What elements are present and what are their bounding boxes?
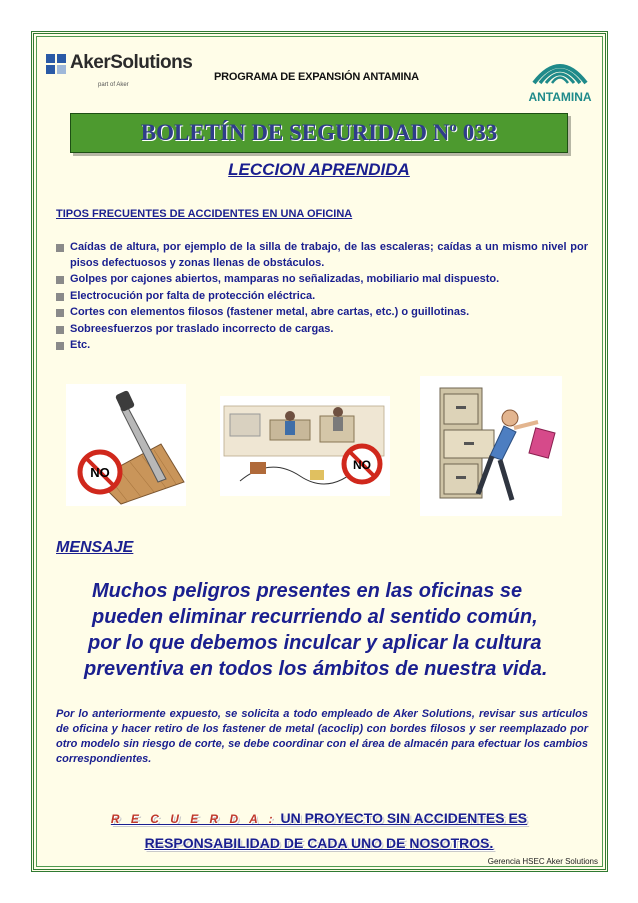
accident-list: [56, 240, 588, 355]
antamina-logo-text: ANTAMINA: [528, 90, 592, 104]
square-bullet-icon: [56, 342, 64, 350]
list-item-text: Sobreesfuerzos por traslado incorrecto de cargas.: [70, 322, 334, 335]
list-item: [56, 338, 588, 354]
footer-credit: Gerencia HSEC Aker Solutions: [487, 857, 598, 866]
remember-message-2: RESPONSABILIDAD DE CADA UNO DE NOSOTROS.: [144, 835, 494, 851]
square-bullet-icon: [56, 244, 64, 252]
bulletin-title: BOLETÍN DE SEGURIDAD Nº 033: [140, 120, 498, 145]
list-item: [56, 272, 588, 288]
accidents-heading: TIPOS FRECUENTES DE ACCIDENTES EN UNA OFICINA: [56, 208, 353, 220]
list-item-text: Golpes por cajones abiertos, mamparas no señalizadas, mobiliario mal dispuesto.: [70, 273, 500, 285]
list-item-text: Cortes con elementos filosos (fastener metal, abre cartas, etc.) o guillotinas.: [70, 306, 470, 318]
square-bullet-icon: [56, 276, 64, 284]
aker-logo-subtitle: part of Aker: [98, 82, 129, 88]
remember-block: [0, 806, 638, 855]
aker-logo-text: AkerSolutions: [70, 52, 193, 73]
square-bullet-icon: [56, 309, 64, 317]
message-body: [84, 578, 594, 682]
remember-line-2: [0, 831, 638, 855]
cluttered-office-no-illustration: [220, 396, 390, 496]
message-heading: MENSAJE: [56, 539, 134, 556]
square-bullet-icon: [56, 326, 64, 334]
program-header: PROGRAMA DE EXPANSIÓN ANTAMINA: [214, 71, 419, 83]
guillotine-no-illustration: [66, 384, 186, 506]
remember-line-1: [0, 806, 638, 831]
message-line: pueden eliminar recurriendo al sentido común,: [92, 606, 538, 628]
list-item: [56, 305, 588, 321]
remember-label: R E C U E R D A :: [110, 812, 277, 826]
list-item-text: Electrocución por falta de protección eléctrica.: [70, 289, 316, 302]
svg-text:NO: NO: [90, 465, 110, 480]
antamina-logo-icon: [524, 47, 596, 107]
message-line: Muchos peligros presentes en las oficinas se: [92, 580, 523, 602]
lesson-title: LECCION APRENDIDA: [228, 160, 410, 179]
request-paragraph: Por lo anteriormente expuesto, se solicita a todo empleado de Aker Solutions, revisar sus artículos de oficina y hacer retiro de los fastener de metal (acoclip) con bordes filosos y ser reemplazado por otro modelo sin riesgo de corte, se debe coordinar con el área de almacén para efectuar los cambios correspondientes.: [56, 708, 588, 765]
message-line: por lo que debemos inculcar y aplicar la cultura: [88, 632, 542, 654]
list-item: [56, 240, 588, 271]
square-bullet-icon: [56, 293, 64, 301]
message-line: preventiva en todos los ámbitos de nuestra vida.: [84, 658, 548, 680]
list-item: [56, 322, 588, 338]
aker-mark-icon: [46, 54, 66, 74]
list-item-text: Etc.: [70, 339, 91, 351]
file-cabinet-accident-illustration: [420, 376, 562, 516]
bulletin-title-box: [70, 113, 568, 153]
remember-message-1: UN PROYECTO SIN ACCIDENTES ES: [280, 810, 528, 826]
svg-text:NO: NO: [353, 458, 371, 472]
list-item: [56, 289, 588, 305]
aker-solutions-logo: [46, 49, 196, 99]
list-item-text: Caídas de altura, por ejemplo de la silla de trabajo, de las escaleras; caídas a un mismo nivel por pisos defectuosos y zonas llenas de obstáculos.: [70, 241, 588, 269]
